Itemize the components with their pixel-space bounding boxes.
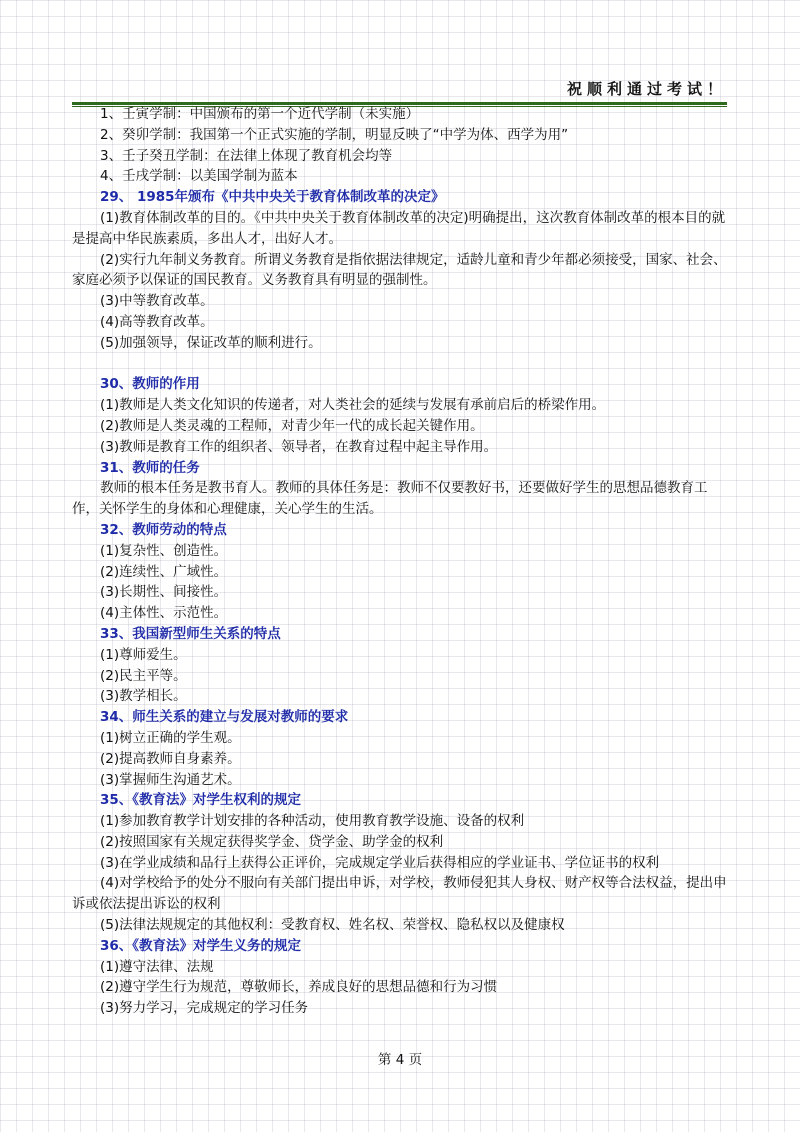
section-heading-29: 29、 1985年颁布《中共中央关于教育体制改革的决定》: [100, 189, 445, 206]
header-title: 祝顺利通过考试！: [566, 80, 727, 98]
list-item: (3)教学相长。: [100, 688, 187, 705]
section-heading-34: 34、师生关系的建立与发展对教师的要求: [100, 709, 349, 726]
section-heading-33: 33、我国新型师生关系的特点: [100, 625, 281, 642]
list-item: 4、壬戌学制：以美国学制为蓝本: [100, 168, 298, 185]
list-item: (1)遵守法律、法规: [100, 958, 214, 975]
list-item: (1)树立正确的学生观。: [100, 729, 241, 746]
page-number: 第 4 页: [377, 1052, 423, 1068]
list-item: (1)参加教育教学计划安排的各种活动，使用教育教学设施、设备的权利: [100, 813, 525, 830]
paragraph: (4)对学校给予的处分不服向有关部门提出申诉，对学校，教师侵犯其人身权、财产权等合法权益，提出申诉或依法提出诉讼的权利: [72, 875, 727, 913]
list-item: 3、壬子癸丑学制：在法律上体现了教育机会均等: [100, 147, 393, 164]
list-item: (3)努力学习，完成规定的学习任务: [100, 1000, 309, 1017]
list-item: (5)加强领导，保证改革的顺利进行。: [100, 334, 322, 351]
section-heading-32: 32、教师劳动的特点: [100, 521, 227, 538]
list-item: (1)教师是人类文化知识的传递者，对人类社会的延续与发展有承前启后的桥梁作用。: [100, 397, 606, 414]
section-heading-36: 36、《教育法》对学生义务的规定: [100, 937, 302, 954]
list-item: (2)教师是人类灵魂的工程师，对青少年一代的成长起关键作用。: [100, 417, 484, 434]
list-item: (3)中等教育改革。: [100, 293, 214, 310]
paragraph: 教师的根本任务是教书育人。教师的具体任务是：教师不仅要教好书，还要做好学生的思想品德教育工作，关怀学生的身体和心理健康，关心学生的生活。: [72, 480, 708, 518]
list-item: (4)主体性、示范性。: [100, 605, 228, 622]
list-item: (2)遵守学生行为规范，尊敬师长，养成良好的思想品德和行为习惯: [100, 979, 498, 996]
list-item: 2、癸卯学制：我国第一个正式实施的学制，明显反映了“中学为体、西学为用”: [100, 126, 569, 143]
spacer: [72, 354, 732, 375]
list-item: (3)长期性、间接性。: [100, 584, 228, 601]
page-content: [72, 104, 732, 1019]
section-heading-35: 35、《教育法》对学生权利的规定: [100, 792, 302, 809]
section-heading-31: 31、教师的任务: [100, 459, 200, 476]
list-item: (5)法律法规规定的其他权利：受教育权、姓名权、荣誉权、隐私权以及健康权: [100, 917, 565, 934]
list-item: (2)连续性、广域性。: [100, 563, 228, 580]
paragraph: (2)实行九年制义务教育。所谓义务教育是指依据法律规定，适龄儿童和青少年都必须接受，国家、社会、家庭必须予以保证的国民教育。义务教育具有明显的强制性。: [72, 251, 727, 289]
list-item: 1、壬寅学制：中国颁布的第一个近代学制（未实施）: [100, 106, 420, 122]
list-item: (1)尊师爱生。: [100, 646, 187, 663]
paragraph: (1)教育体制改革的目的。《中共中央关于教育体制改革的决定)明确提出，这次教育体制改革的根本目的就是提高中华民族素质，多出人才，出好人才。: [72, 209, 726, 247]
list-item: (3)教师是教育工作的组织者、领导者，在教育过程中起主导作用。: [100, 438, 498, 455]
section-heading-30: 30、教师的作用: [100, 376, 200, 393]
list-item: (2)民主平等。: [100, 667, 187, 684]
list-item: (1)复杂性、创造性。: [100, 542, 228, 559]
list-item: (3)掌握师生沟通艺术。: [100, 771, 241, 788]
list-item: (3)在学业成绩和品行上获得公正评价，完成规定学业后获得相应的学业证书、学位证书的权利: [100, 854, 660, 871]
list-item: (2)按照国家有关规定获得奖学金、贷学金、助学金的权利: [100, 833, 444, 850]
list-item: (4)高等教育改革。: [100, 313, 214, 330]
list-item: (2)提高教师自身素养。: [100, 750, 241, 767]
